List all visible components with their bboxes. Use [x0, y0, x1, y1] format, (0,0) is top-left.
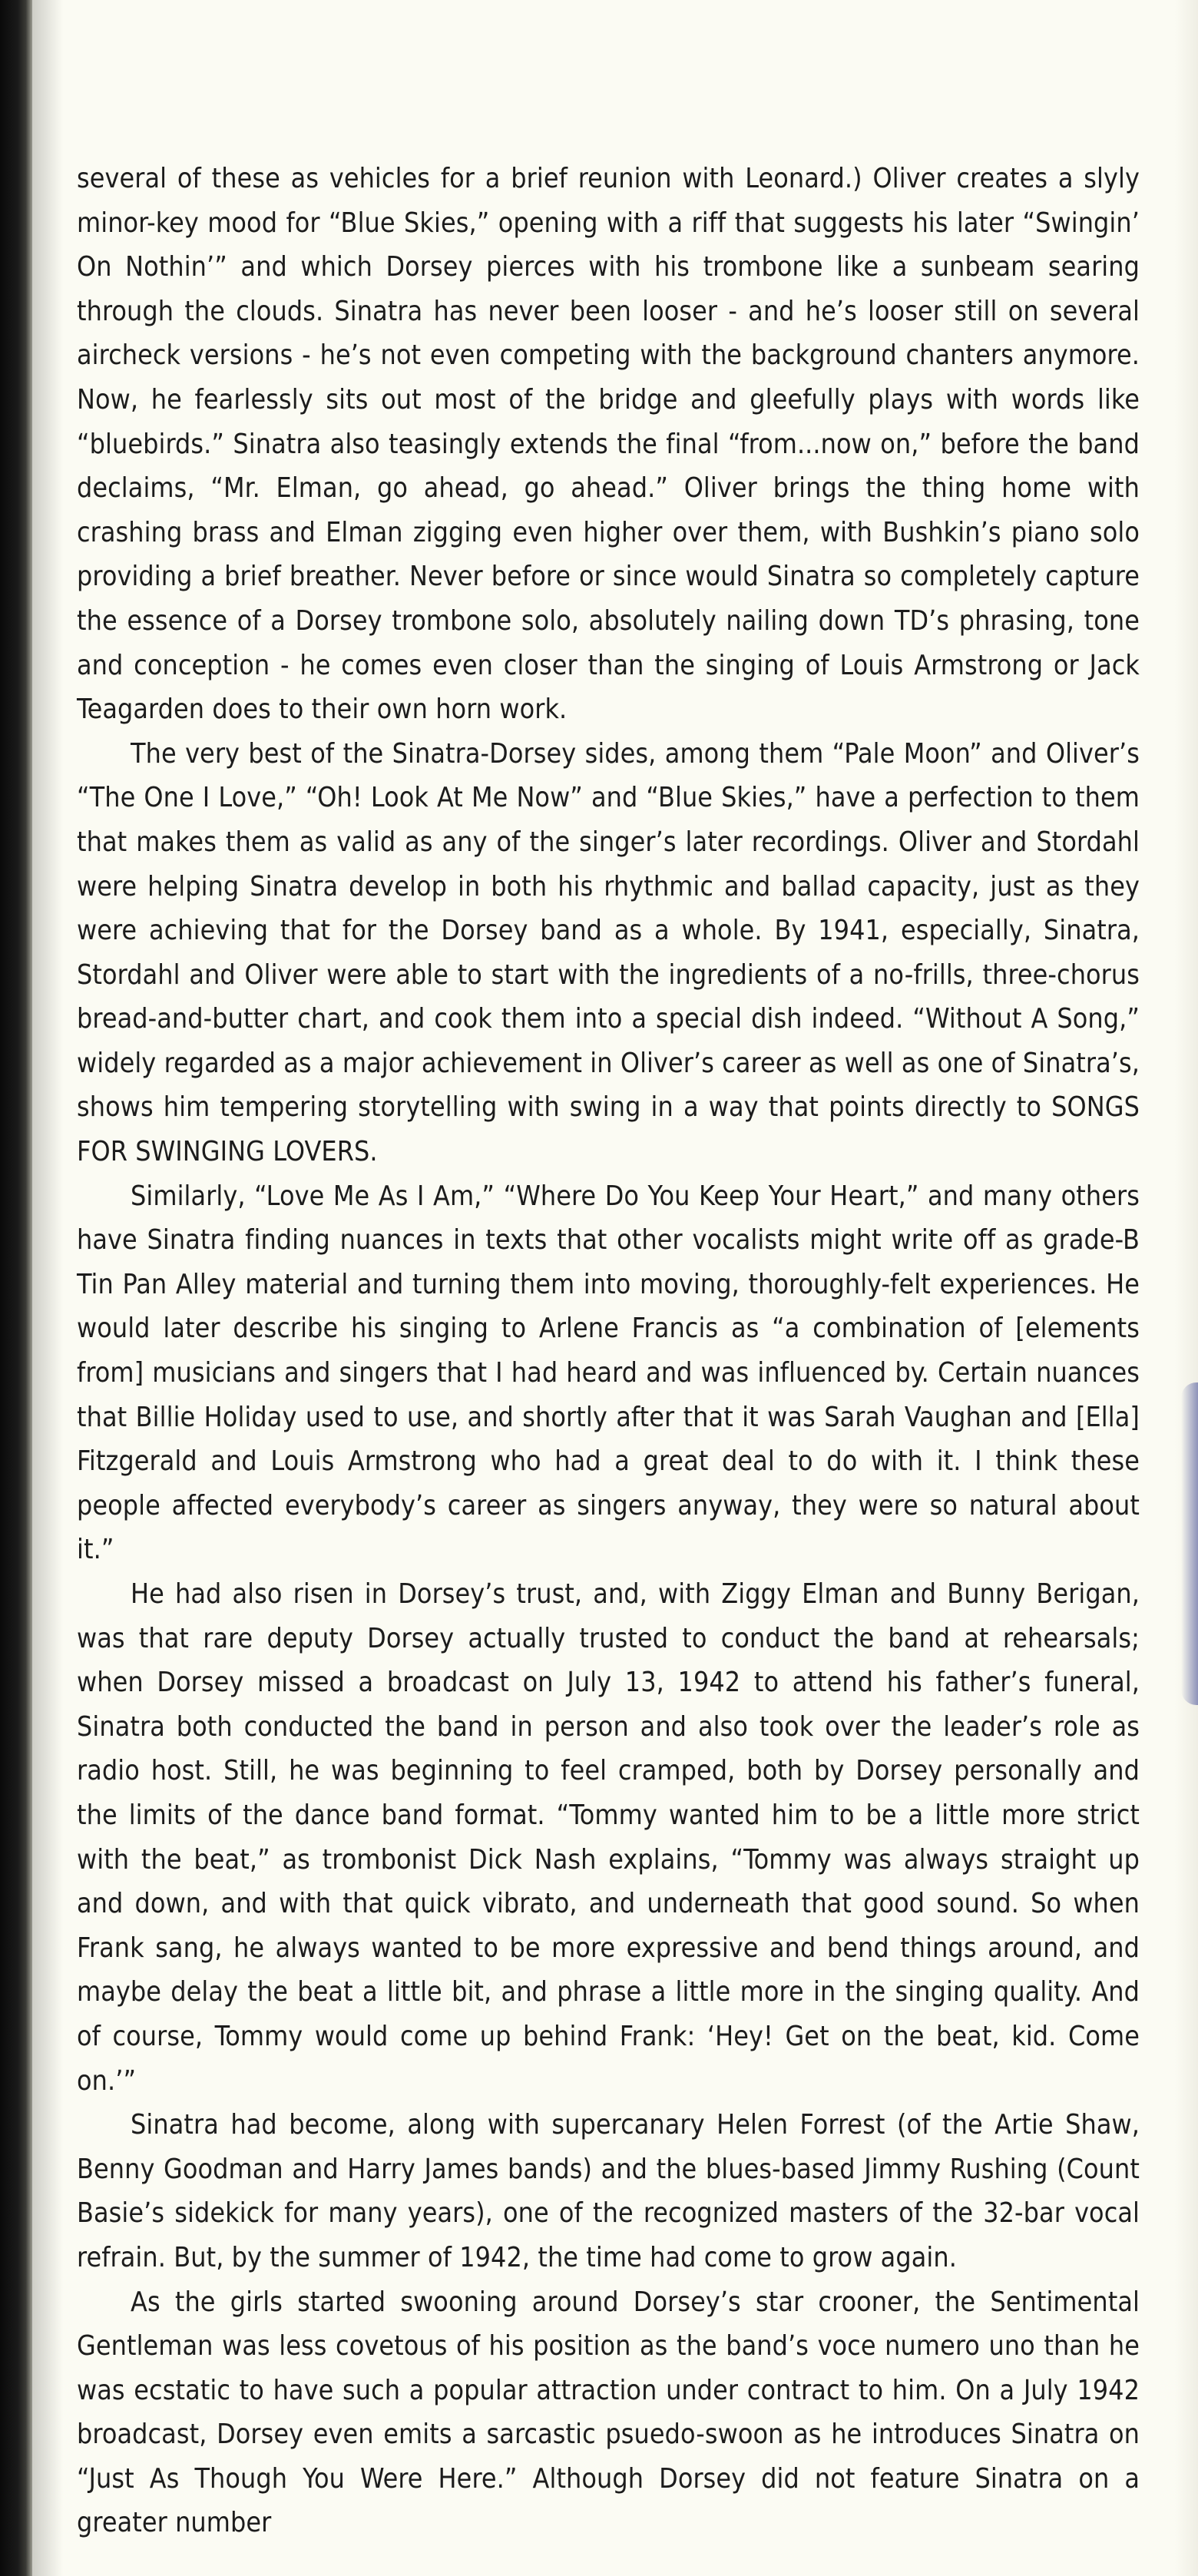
paragraph-3: Similarly, “Love Me As I Am,” “Where Do You Keep Your Heart,” and many others have Sinatra finding nuances in texts that other vocalists might write off as grade-B Tin Pan Alley material and turning them into moving, thoroughly-felt experiences. He would later describe his singing to Arlene Francis as “a combination of [elements from] musicians and singers that I had heard and was influenced by. Certain nuances that Billie Holiday used to use, and shortly after that it was Sarah Vaughan and [Ella] Fitzgerald and Louis Armstrong who had a great deal to do with it. I think these people affected everybody’s career as singers anyway, they were so natural about it.”	[77, 1180, 1140, 1566]
page-edge	[1175, 0, 1198, 2576]
paragraph-5: Sinatra had become, along with supercanary Helen Forrest (of the Artie Shaw, Benny Goodman and Harry James bands) and the blues-based Jimmy Rushing (Count Basie’s sidekick for many years), one of the recognized masters of the 32-bar vocal refrain. But, by the summer of 1942, the time had come to grow again.	[77, 2109, 1140, 2273]
gutter-shadow	[32, 0, 63, 2576]
paragraph-1: several of these as vehicles for a brief reunion with Leonard.) Oliver creates a slyly minor-key mood for “Blue Skies,” opening with a riff that suggests his later “Swingin’ On Nothin’” and which Dorsey pierces with his trombone like a sunbeam searing through the clouds. Sinatra has never been looser - and he’s looser still on several aircheck versions - he’s not even competing with the background chanters anymore. Now, he fearlessly sits out most of the bridge and gleefully plays with words like “bluebirds.” Sinatra also teasingly extends the final “from...now on,” before the band declaims, “Mr. Elman, go ahead, go ahead.” Oliver brings the thing home with crashing brass and Elman zigging even higher over them, with Bushkin’s piano solo providing a brief breather. Never before or since would Sinatra so completely capture the essence of a Dorsey trombone solo, absolutely nailing down TD’s phrasing, tone and conception - he comes even closer than the singing of Louis Armstrong or Jack Teagarden does to their own horn work.	[77, 163, 1140, 726]
adjacent-page-edge	[1181, 1382, 1198, 1705]
book-spine-shadow	[0, 0, 32, 2576]
paragraph-6: As the girls started swooning around Dorsey’s star crooner, the Sentimental Gentleman was less covetous of his position as the band’s voce numero uno than he was ecstatic to have such a popular attraction under contract to him. On a July 1942 broadcast, Dorsey even emits a sarcastic psuedo-swoon as he introduces Sinatra on “Just As Though You Were Here.” Although Dorsey did not feature Sinatra on a greater number	[77, 2286, 1140, 2539]
paragraph-2: The very best of the Sinatra-Dorsey sides, among them “Pale Moon” and Oliver’s “The One I Love,” “Oh! Look At Me Now” and “Blue Skies,” have a perfection to them that makes them as valid as any of the singer’s later recordings. Oliver and Stordahl were helping Sinatra develop in both his rhythmic and ballad capacity, just as they were achieving that for the Dorsey band as a whole. By 1941, especially, Sinatra, Stordahl and Oliver were able to start with the ingredients of a no-frills, three-chorus bread-and-butter chart, and cook them into a special dish indeed. “Without A Song,” widely regarded as a major achievement in Oliver’s career as well as one of Sinatra’s, shows him tempering storytelling with swing in a way that points directly to SONGS FOR SWINGING LOVERS.	[77, 737, 1140, 1168]
paragraph-4: He had also risen in Dorsey’s trust, and, with Ziggy Elman and Bunny Berigan, was that rare deputy Dorsey actually trusted to conduct the band at rehearsals; when Dorsey missed a broadcast on July 13, 1942 to attend his father’s funeral, Sinatra both conducted the band in person and also took over the leader’s role as radio host. Still, he was beginning to feel cramped, both by Dorsey personally and the limits of the dance band format. “Tommy wanted him to be a little more strict with the beat,” as trombonist Dick Nash explains, “Tommy was always straight up and down, and with that quick vibrato, and underneath that good sound. So when Frank sang, he always wanted to be more expressive and bend things around, and maybe delay the beat a little bit, and phrase a little more in the singing quality. And of course, Tommy would come up behind Frank: ‘Hey! Get on the beat, kid. Come on.’”	[77, 1578, 1140, 2097]
body-text-column	[77, 157, 1140, 2545]
